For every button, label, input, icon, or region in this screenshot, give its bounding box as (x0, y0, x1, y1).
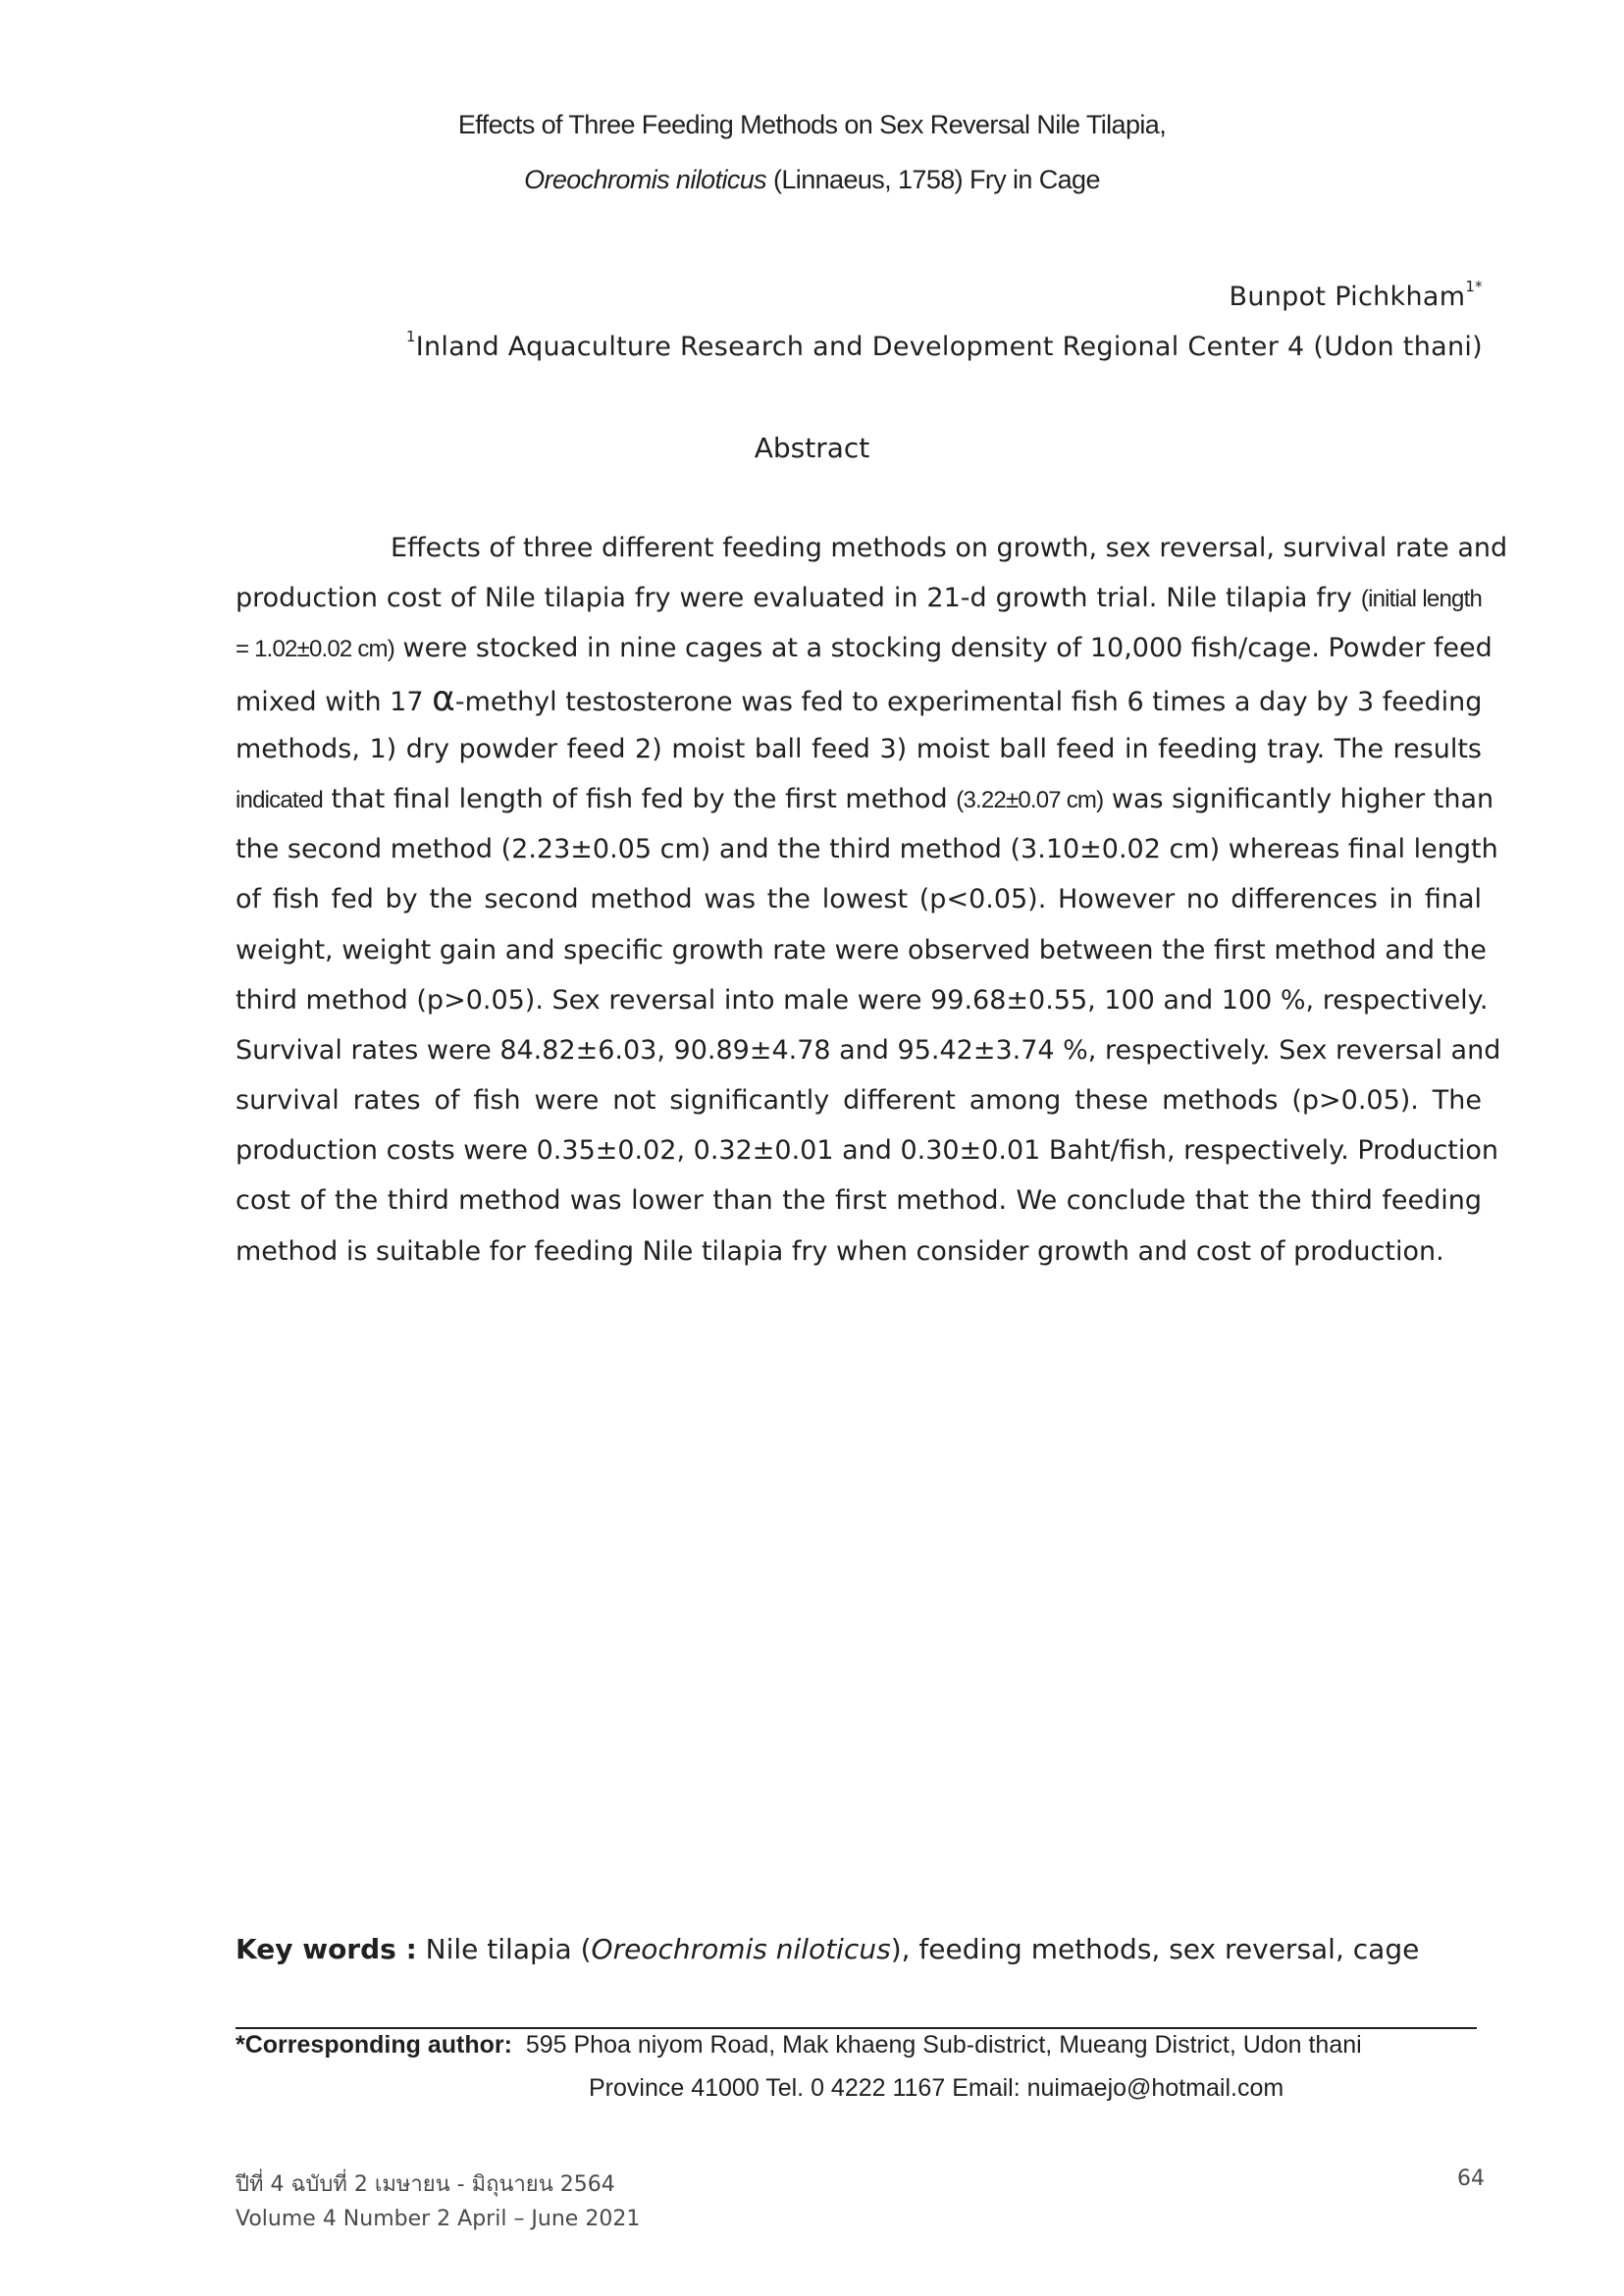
abstract-line: Effects of three different feeding methods on growth, sex reversal, survival rate and (391, 533, 1508, 563)
footer-issue-thai: ปีที่ 4 ฉบับที่ 2 เมษายน - มิถุนายน 2564 (236, 2172, 615, 2197)
alpha-symbol: α (432, 678, 455, 719)
affiliation (405, 328, 1483, 362)
paper-title-line-2 (0, 165, 1624, 195)
abstract-line: Survival rates were 84.82±6.03, 90.89±4.78 and 95.42±3.74 %, respectively. Sex reversal and (236, 1034, 1501, 1066)
abstract-line (236, 674, 1482, 724)
abstract-text: was significantly higher than (1103, 783, 1494, 814)
abstract-body (236, 523, 1508, 1277)
author (1229, 278, 1483, 312)
title-rest: (Linnaeus, 1758) Fry in Cage (766, 165, 1100, 194)
author-mark: 1* (1465, 278, 1483, 295)
keywords-label: Key words : (236, 1933, 417, 1965)
abstract-line (236, 623, 1493, 673)
abstract-line (236, 774, 1494, 824)
footer-issue-english: Volume 4 Number 2 April – June 2021 (236, 2207, 641, 2231)
abstract-heading: Abstract (754, 432, 870, 464)
corresponding-author-label: *Corresponding author: (236, 2031, 512, 2059)
keywords-text: ), feeding methods, sex reversal, cage (890, 1933, 1420, 1965)
corresponding-author-address: 595 Phoa niyom Road, Mak khaeng Sub-district, Mueang District, Udon thani (525, 2031, 1362, 2059)
abstract-text: production cost of Nile tilapia fry were evaluated in 21-d growth trial. Nile tilapia fry (236, 583, 1352, 614)
keywords (236, 1933, 1419, 1965)
affiliation-mark: 1 (405, 328, 416, 345)
abstract-line: cost of the third method was lower than the first method. We conclude that the third feeding (236, 1185, 1482, 1217)
species-name: Oreochromis niloticus (524, 165, 767, 194)
abstract-line: method is suitable for feeding Nile tilapia fry when consider growth and cost of production. (236, 1235, 1444, 1267)
abstract-text: mixed with 17 (236, 686, 433, 717)
abstract-line: of fish fed by the second method was the lowest (p<0.05). However no differences in final (236, 884, 1482, 915)
corresponding-author-line-1 (236, 2031, 1362, 2060)
abstract-line: weight, weight gain and specific growth rate were observed between the first method and the (236, 934, 1487, 965)
abstract-line (236, 573, 1482, 623)
footnote-divider (236, 2027, 1477, 2029)
abstract-text: -methyl testosterone was fed to experimental fish 6 times a day by 3 feeding (454, 686, 1483, 717)
abstract-text-condensed: = 1.02±0.02 cm) (236, 636, 394, 663)
affiliation-text: Inland Aquaculture Research and Development Regional Center 4 (Udon thani) (415, 332, 1483, 362)
abstract-text-condensed: indicated (236, 786, 323, 813)
abstract-text-condensed: (initial length (1360, 586, 1482, 613)
abstract-line: third method (p>0.05). Sex reversal into male were 99.68±0.55, 100 and 100 %, respectively. (236, 984, 1489, 1016)
corresponding-author-line-2: Province 41000 Tel. 0 4222 1167 Email: nuimaejo@hotmail.com (589, 2074, 1284, 2102)
abstract-text: that final length of fish fed by the first method (322, 783, 957, 814)
abstract-line: production costs were 0.35±0.02, 0.32±0.01 and 0.30±0.01 Baht/fish, respectively. Production (236, 1135, 1499, 1167)
author-name: Bunpot Pichkham (1229, 282, 1466, 312)
keywords-text: Nile tilapia ( (416, 1933, 592, 1965)
abstract-line: methods, 1) dry powder feed 2) moist ball feed 3) moist ball feed in feeding tray. The results (236, 733, 1482, 764)
abstract-line: survival rates of fish were not significantly different among these methods (p>0.05). The (236, 1085, 1482, 1117)
abstract-text-condensed: (3.22±0.07 cm) (956, 786, 1104, 813)
keywords-species: Oreochromis niloticus (591, 1933, 891, 1965)
paper-title-line-1: Effects of Three Feeding Methods on Sex Reversal Nile Tilapia, (457, 110, 1167, 139)
abstract-text: were stocked in nine cages at a stocking density of 10,000 fish/cage. Powder feed (393, 633, 1493, 664)
page-number: 64 (1457, 2166, 1485, 2191)
abstract-line: the second method (2.23±0.05 cm) and the third method (3.10±0.02 cm) whereas final length (236, 834, 1498, 865)
